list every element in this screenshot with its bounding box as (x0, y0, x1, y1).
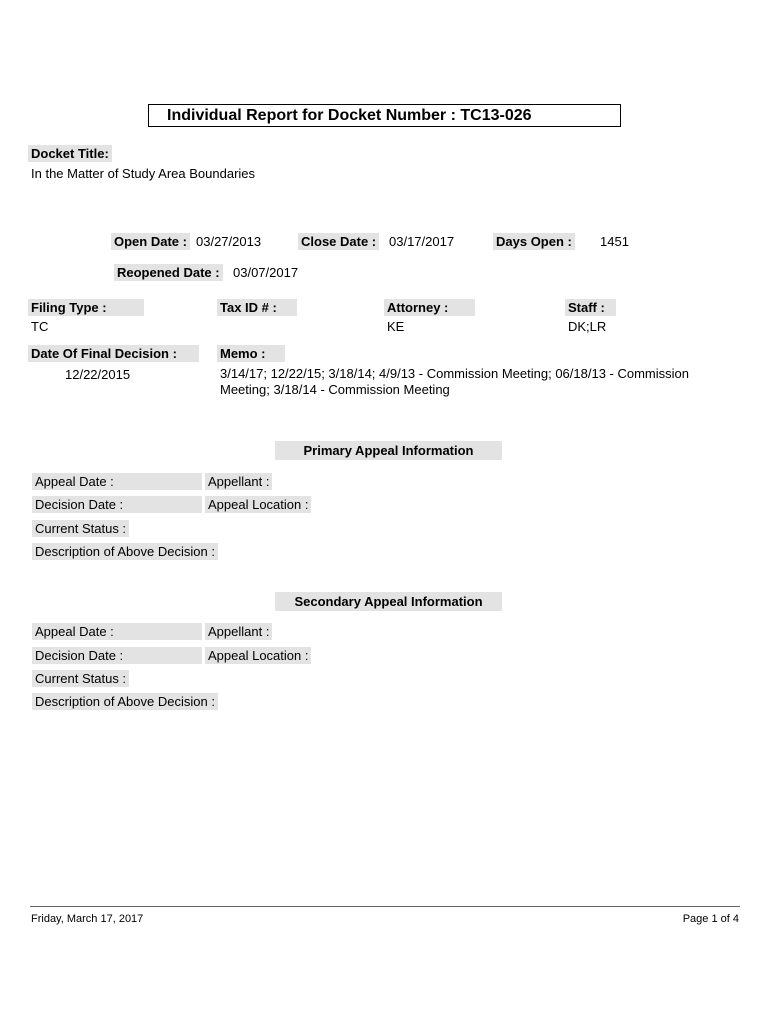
secondary-description-label: Description of Above Decision : (32, 693, 218, 710)
memo-label: Memo : (217, 345, 285, 362)
reopened-date-label: Reopened Date : (114, 264, 223, 281)
footer-page-number: Page 1 of 4 (682, 913, 739, 925)
primary-decision-date-label: Decision Date : (32, 496, 202, 513)
primary-current-status-label: Current Status : (32, 520, 129, 537)
days-open-value: 1451 (600, 234, 629, 249)
reopened-date-value: 03/07/2017 (233, 265, 299, 280)
days-open-label: Days Open : (493, 233, 575, 250)
final-decision-value: 12/22/2015 (65, 367, 131, 382)
staff-value: DK;LR (568, 319, 607, 334)
staff-label: Staff : (565, 299, 616, 316)
footer-divider (30, 906, 740, 907)
docket-title-label: Docket Title: (28, 145, 112, 162)
memo-value: 3/14/17; 12/22/15; 3/18/14; 4/9/13 - Commission Meeting; 06/18/13 - Commission Meeting; 3/18/14 - Commission Meeting (220, 366, 689, 397)
secondary-appeal-location-label: Appeal Location : (205, 647, 311, 664)
primary-appeal-date-label: Appeal Date : (32, 473, 202, 490)
open-date-value: 03/27/2013 (196, 234, 262, 249)
filing-type-value: TC (31, 319, 49, 334)
footer-date: Friday, March 17, 2017 (31, 913, 144, 925)
secondary-current-status-label: Current Status : (32, 670, 129, 687)
attorney-label: Attorney : (384, 299, 475, 316)
primary-appeal-location-label: Appeal Location : (205, 496, 311, 513)
filing-type-label: Filing Type : (28, 299, 144, 316)
secondary-appellant-label: Appellant : (205, 623, 272, 640)
primary-description-label: Description of Above Decision : (32, 543, 218, 560)
tax-id-label: Tax ID # : (217, 299, 297, 316)
close-date-value: 03/17/2017 (389, 234, 455, 249)
final-decision-label: Date Of Final Decision : (28, 345, 199, 362)
secondary-appeal-heading: Secondary Appeal Information (275, 592, 502, 611)
secondary-appeal-date-label: Appeal Date : (32, 623, 202, 640)
primary-appeal-heading: Primary Appeal Information (275, 441, 502, 460)
report-title: Individual Report for Docket Number : TC13-026 (148, 104, 621, 127)
secondary-decision-date-label: Decision Date : (32, 647, 202, 664)
close-date-label: Close Date : (298, 233, 379, 250)
attorney-value: KE (387, 319, 405, 334)
primary-appellant-label: Appellant : (205, 473, 272, 490)
open-date-label: Open Date : (111, 233, 190, 250)
docket-title-value: In the Matter of Study Area Boundaries (31, 166, 256, 181)
